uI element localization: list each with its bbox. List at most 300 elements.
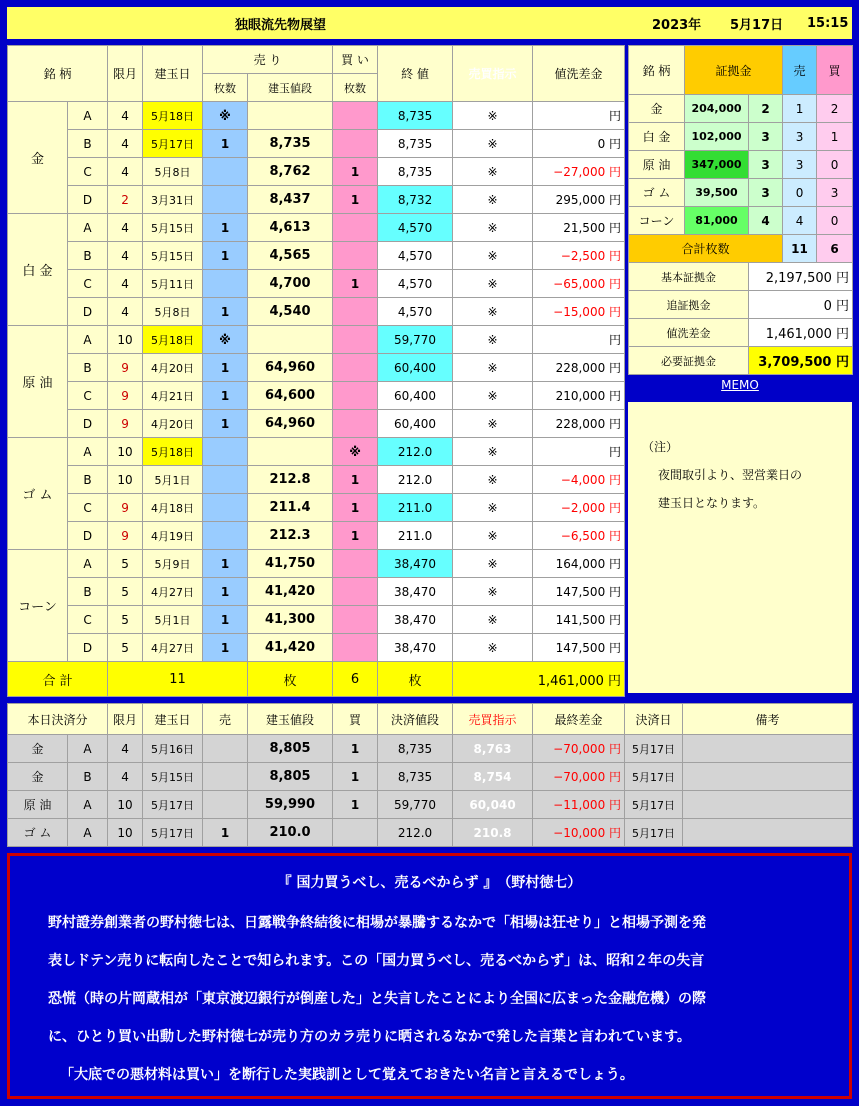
settle-month: 10 <box>108 791 143 819</box>
row-open-price: 64,960 <box>248 410 333 438</box>
side-col-sell: 売 <box>783 46 817 95</box>
row-open-price: 4,613 <box>248 214 333 242</box>
row-order: ※ <box>453 606 533 634</box>
row-close: 211.0 <box>378 522 453 550</box>
row-id: B <box>68 354 108 382</box>
settle-row <box>8 735 853 763</box>
settle-order: 60,040 <box>453 791 533 819</box>
row-close: 38,470 <box>378 550 453 578</box>
margin-row <box>629 95 853 123</box>
row-diff: 228,000 円 <box>533 410 625 438</box>
margin-count: 2 <box>749 95 783 123</box>
settle-price: 59,770 <box>378 791 453 819</box>
margin-value: 102,000 <box>685 123 749 151</box>
row-diff: −2,000 円 <box>533 494 625 522</box>
row-open-price: 4,565 <box>248 242 333 270</box>
row-diff: 141,500 円 <box>533 606 625 634</box>
row-id: C <box>68 270 108 298</box>
count-sell: 11 <box>783 235 817 263</box>
row-id: A <box>68 102 108 130</box>
row-order: ※ <box>453 354 533 382</box>
row-month: 9 <box>108 410 143 438</box>
quote-box <box>7 853 852 1099</box>
settle-open-price: 8,805 <box>248 763 333 791</box>
settle-col-order: 売買指示 <box>453 704 533 735</box>
row-diff: 円 <box>533 438 625 466</box>
settle-note <box>683 763 853 791</box>
row-sell-qty <box>203 466 248 494</box>
row-month: 9 <box>108 522 143 550</box>
margin-value: 347,000 <box>685 151 749 179</box>
settle-open-date: 5月17日 <box>143 791 203 819</box>
row-sell-qty: ※ <box>203 326 248 354</box>
row-buy-qty <box>333 102 378 130</box>
row-buy-qty: 1 <box>333 270 378 298</box>
row-close: 4,570 <box>378 214 453 242</box>
row-open-price: 64,960 <box>248 354 333 382</box>
settle-sell <box>203 735 248 763</box>
row-id: A <box>68 550 108 578</box>
margin-sell: 0 <box>783 179 817 207</box>
quote-line: 恐慌（時の片岡蔵相が「東京渡辺銀行が倒産した」と失言したことにより全国に広まった金融危機）の際 <box>48 991 706 1007</box>
settle-buy <box>333 819 378 847</box>
position-row <box>8 354 625 382</box>
row-month: 4 <box>108 130 143 158</box>
settle-col-today: 本日決済分 <box>8 704 108 735</box>
row-sell-qty <box>203 438 248 466</box>
settle-buy: 1 <box>333 735 378 763</box>
settle-col-open-price: 建玉値段 <box>248 704 333 735</box>
summary-label: 基本証拠金 <box>629 263 749 291</box>
col-buy: 買 い <box>333 46 378 74</box>
row-month: 4 <box>108 102 143 130</box>
margin-table <box>628 45 853 375</box>
row-order: ※ <box>453 410 533 438</box>
row-order: ※ <box>453 522 533 550</box>
row-diff: 円 <box>533 326 625 354</box>
row-open-date: 4月20日 <box>143 354 203 382</box>
row-month: 4 <box>108 270 143 298</box>
row-close: 38,470 <box>378 578 453 606</box>
settle-final: −70,000 円 <box>533 735 625 763</box>
row-order: ※ <box>453 382 533 410</box>
row-id: D <box>68 298 108 326</box>
row-month: 5 <box>108 606 143 634</box>
row-open-price: 4,700 <box>248 270 333 298</box>
row-sell-qty: 1 <box>203 298 248 326</box>
row-order: ※ <box>453 298 533 326</box>
settle-note <box>683 819 853 847</box>
row-id: B <box>68 130 108 158</box>
row-month: 5 <box>108 550 143 578</box>
side-col-margin: 証拠金 <box>685 46 783 95</box>
row-sell-qty <box>203 158 248 186</box>
settle-month: 4 <box>108 735 143 763</box>
row-open-date: 3月31日 <box>143 186 203 214</box>
row-buy-qty: 1 <box>333 186 378 214</box>
settle-price: 8,735 <box>378 735 453 763</box>
row-open-date: 5月18日 <box>143 438 203 466</box>
summary-label: 値洗差金 <box>629 319 749 347</box>
row-sell-qty: 1 <box>203 410 248 438</box>
memo-bar <box>628 378 852 400</box>
row-open-date: 5月1日 <box>143 606 203 634</box>
row-open-price: 41,300 <box>248 606 333 634</box>
settle-order: 8,754 <box>453 763 533 791</box>
memo-note-title: （注） <box>642 440 679 454</box>
margin-value: 204,000 <box>685 95 749 123</box>
row-open-price: 4,540 <box>248 298 333 326</box>
position-row <box>8 158 625 186</box>
position-row <box>8 130 625 158</box>
summary-value: 3,709,500 円 <box>749 347 853 375</box>
memo-link[interactable]: MEMO <box>721 378 759 392</box>
settle-final: −70,000 円 <box>533 763 625 791</box>
row-sell-qty: 1 <box>203 214 248 242</box>
col-sell-qty: 枚数 <box>203 74 248 102</box>
settle-date: 5月17日 <box>625 763 683 791</box>
row-diff: 295,000 円 <box>533 186 625 214</box>
position-row <box>8 102 625 130</box>
margin-value: 81,000 <box>685 207 749 235</box>
row-id: C <box>68 158 108 186</box>
row-sell-qty <box>203 186 248 214</box>
memo-line-2: 建玉日となります。 <box>658 496 766 510</box>
total-sell-unit: 枚 <box>248 662 333 697</box>
brand-name: 原 油 <box>8 326 68 438</box>
margin-sell: 1 <box>783 95 817 123</box>
row-open-price: 41,420 <box>248 634 333 662</box>
row-order: ※ <box>453 186 533 214</box>
row-buy-qty <box>333 578 378 606</box>
settle-final: −11,000 円 <box>533 791 625 819</box>
col-month: 限月 <box>108 46 143 102</box>
margin-brand: 原 油 <box>629 151 685 179</box>
positions-table <box>7 45 625 697</box>
settle-order: 210.8 <box>453 819 533 847</box>
summary-row <box>629 319 853 347</box>
row-sell-qty: 1 <box>203 354 248 382</box>
page-title: 独眼流先物展望 <box>235 17 327 33</box>
row-order: ※ <box>453 494 533 522</box>
row-month: 10 <box>108 438 143 466</box>
margin-buy: 3 <box>817 179 853 207</box>
summary-value: 0 円 <box>749 291 853 319</box>
row-open-price: 212.8 <box>248 466 333 494</box>
row-close: 38,470 <box>378 634 453 662</box>
total-sell: 11 <box>108 662 248 697</box>
row-month: 9 <box>108 382 143 410</box>
row-buy-qty: 1 <box>333 158 378 186</box>
row-open-date: 5月15日 <box>143 242 203 270</box>
row-close: 60,400 <box>378 410 453 438</box>
row-id: D <box>68 186 108 214</box>
row-buy-qty: 1 <box>333 522 378 550</box>
settle-order: 8,763 <box>453 735 533 763</box>
position-row <box>8 466 625 494</box>
row-id: A <box>68 438 108 466</box>
col-open-price: 建玉値段 <box>248 74 333 102</box>
row-diff: 147,500 円 <box>533 634 625 662</box>
settle-sell: 1 <box>203 819 248 847</box>
position-row <box>8 410 625 438</box>
row-order: ※ <box>453 466 533 494</box>
settle-col-note: 備考 <box>683 704 853 735</box>
row-diff: 147,500 円 <box>533 578 625 606</box>
brand-name: 白 金 <box>8 214 68 326</box>
memo-box <box>628 402 852 693</box>
position-row <box>8 634 625 662</box>
row-close: 60,400 <box>378 354 453 382</box>
row-buy-qty <box>333 214 378 242</box>
count-label: 合計枚数 <box>629 235 783 263</box>
row-id: C <box>68 494 108 522</box>
row-close: 59,770 <box>378 326 453 354</box>
col-diff: 値洗差金 <box>533 46 625 102</box>
row-diff: 210,000 円 <box>533 382 625 410</box>
row-month: 9 <box>108 354 143 382</box>
settle-month: 4 <box>108 763 143 791</box>
position-row <box>8 438 625 466</box>
settle-col-final: 最終差金 <box>533 704 625 735</box>
row-sell-qty <box>203 270 248 298</box>
margin-buy: 0 <box>817 207 853 235</box>
position-row <box>8 270 625 298</box>
summary-row <box>629 291 853 319</box>
row-close: 38,470 <box>378 606 453 634</box>
row-sell-qty: ※ <box>203 102 248 130</box>
col-sell: 売 り <box>203 46 333 74</box>
row-open-date: 4月21日 <box>143 382 203 410</box>
row-diff: 円 <box>533 102 625 130</box>
total-label: 合 計 <box>8 662 108 697</box>
total-buy-unit: 枚 <box>378 662 453 697</box>
position-row <box>8 578 625 606</box>
settle-brand: 原 油 <box>8 791 68 819</box>
row-month: 5 <box>108 578 143 606</box>
row-diff: −4,000 円 <box>533 466 625 494</box>
row-id: A <box>68 214 108 242</box>
row-sell-qty: 1 <box>203 130 248 158</box>
margin-row <box>629 123 853 151</box>
row-order: ※ <box>453 158 533 186</box>
margin-buy: 0 <box>817 151 853 179</box>
settle-brand: ゴ ム <box>8 819 68 847</box>
header-time: 15:15 <box>807 15 849 31</box>
row-open-date: 4月19日 <box>143 522 203 550</box>
margin-sell: 4 <box>783 207 817 235</box>
row-open-date: 5月17日 <box>143 130 203 158</box>
margin-buy: 2 <box>817 95 853 123</box>
header-bar <box>7 7 852 39</box>
row-close: 212.0 <box>378 438 453 466</box>
settle-col-price: 決済値段 <box>378 704 453 735</box>
row-open-price: 211.4 <box>248 494 333 522</box>
settle-sell <box>203 791 248 819</box>
side-col-buy: 買 <box>817 46 853 95</box>
position-row <box>8 606 625 634</box>
summary-row <box>629 347 853 375</box>
row-open-date: 5月1日 <box>143 466 203 494</box>
row-open-date: 5月18日 <box>143 102 203 130</box>
settle-open-price: 8,805 <box>248 735 333 763</box>
row-diff: −6,500 円 <box>533 522 625 550</box>
position-row <box>8 242 625 270</box>
settle-col-open-date: 建玉日 <box>143 704 203 735</box>
settle-date: 5月17日 <box>625 735 683 763</box>
margin-sell: 3 <box>783 151 817 179</box>
settle-note <box>683 791 853 819</box>
row-open-price <box>248 438 333 466</box>
row-buy-qty <box>333 382 378 410</box>
row-open-date: 4月27日 <box>143 634 203 662</box>
settle-open-date: 5月16日 <box>143 735 203 763</box>
row-order: ※ <box>453 326 533 354</box>
margin-count: 3 <box>749 151 783 179</box>
brand-name: コーン <box>8 550 68 662</box>
col-close: 終 値 <box>378 46 453 102</box>
row-open-price: 41,420 <box>248 578 333 606</box>
margin-count: 4 <box>749 207 783 235</box>
row-open-price: 8,762 <box>248 158 333 186</box>
settle-brand: 金 <box>8 735 68 763</box>
row-close: 8,735 <box>378 102 453 130</box>
position-row <box>8 214 625 242</box>
row-month: 4 <box>108 214 143 242</box>
row-sell-qty: 1 <box>203 382 248 410</box>
quote-line: に、ひとり買い出動した野村徳七が売り方のカラ売りに晒されるなかで発した言葉と言われています。 <box>48 1029 691 1045</box>
row-close: 8,735 <box>378 158 453 186</box>
row-id: C <box>68 606 108 634</box>
row-month: 10 <box>108 466 143 494</box>
row-buy-qty <box>333 606 378 634</box>
row-sell-qty: 1 <box>203 634 248 662</box>
settle-sell <box>203 763 248 791</box>
settle-col-sell: 売 <box>203 704 248 735</box>
row-month: 9 <box>108 494 143 522</box>
row-diff: −15,000 円 <box>533 298 625 326</box>
margin-row <box>629 151 853 179</box>
row-buy-qty <box>333 242 378 270</box>
settle-col-buy: 買 <box>333 704 378 735</box>
row-sell-qty: 1 <box>203 578 248 606</box>
brand-name: 金 <box>8 102 68 214</box>
brand-name: ゴ ム <box>8 438 68 550</box>
margin-brand: 白 金 <box>629 123 685 151</box>
row-open-price <box>248 326 333 354</box>
position-row <box>8 550 625 578</box>
row-open-date: 5月9日 <box>143 550 203 578</box>
settle-final: −10,000 円 <box>533 819 625 847</box>
row-month: 4 <box>108 158 143 186</box>
row-month: 4 <box>108 242 143 270</box>
row-id: B <box>68 578 108 606</box>
row-id: B <box>68 242 108 270</box>
margin-count: 3 <box>749 123 783 151</box>
settle-brand: 金 <box>8 763 68 791</box>
margin-brand: ゴ ム <box>629 179 685 207</box>
quote-line: 野村證券創業者の野村徳七は、日露戦争終結後に相場が暴騰するなかで「相場は狂せり」と相場予測を発 <box>48 915 706 931</box>
row-order: ※ <box>453 550 533 578</box>
row-close: 8,732 <box>378 186 453 214</box>
row-sell-qty: 1 <box>203 550 248 578</box>
row-diff: 0 円 <box>533 130 625 158</box>
quote-line: 「大底での悪材料は買い」を断行した実践訓として覚えておきたい名言と言えるでしょう。 <box>60 1067 634 1083</box>
margin-brand: 金 <box>629 95 685 123</box>
row-close: 211.0 <box>378 494 453 522</box>
row-close: 4,570 <box>378 298 453 326</box>
row-buy-qty <box>333 410 378 438</box>
total-buy: 6 <box>333 662 378 697</box>
settle-price: 212.0 <box>378 819 453 847</box>
settle-open-date: 5月15日 <box>143 763 203 791</box>
row-close: 4,570 <box>378 270 453 298</box>
settle-id: A <box>68 791 108 819</box>
row-buy-qty <box>333 634 378 662</box>
summary-label: 必要証拠金 <box>629 347 749 375</box>
summary-value: 1,461,000 円 <box>749 319 853 347</box>
settle-date: 5月17日 <box>625 819 683 847</box>
row-buy-qty <box>333 326 378 354</box>
row-open-price: 41,750 <box>248 550 333 578</box>
position-row <box>8 326 625 354</box>
settle-buy: 1 <box>333 791 378 819</box>
row-id: B <box>68 466 108 494</box>
row-diff: −27,000 円 <box>533 158 625 186</box>
row-buy-qty <box>333 550 378 578</box>
row-buy-qty <box>333 130 378 158</box>
settle-row <box>8 819 853 847</box>
row-open-date: 5月15日 <box>143 214 203 242</box>
col-open-date: 建玉日 <box>143 46 203 102</box>
position-row <box>8 494 625 522</box>
row-sell-qty: 1 <box>203 242 248 270</box>
row-diff: 21,500 円 <box>533 214 625 242</box>
row-diff: 164,000 円 <box>533 550 625 578</box>
count-buy: 6 <box>817 235 853 263</box>
header-date: 5月17日 <box>730 17 784 33</box>
position-row <box>8 522 625 550</box>
row-diff: 228,000 円 <box>533 354 625 382</box>
row-open-price: 8,735 <box>248 130 333 158</box>
row-month: 5 <box>108 634 143 662</box>
summary-label: 追証拠金 <box>629 291 749 319</box>
settle-buy: 1 <box>333 763 378 791</box>
col-brand: 銘 柄 <box>8 46 108 102</box>
row-open-date: 5月8日 <box>143 298 203 326</box>
row-diff: −2,500 円 <box>533 242 625 270</box>
row-order: ※ <box>453 102 533 130</box>
col-order: 売買指示 <box>453 46 533 102</box>
row-open-date: 5月18日 <box>143 326 203 354</box>
row-month: 10 <box>108 326 143 354</box>
row-open-price: 64,600 <box>248 382 333 410</box>
summary-value: 2,197,500 円 <box>749 263 853 291</box>
row-order: ※ <box>453 634 533 662</box>
row-open-price <box>248 102 333 130</box>
row-open-date: 5月8日 <box>143 158 203 186</box>
total-diff: 1,461,000 円 <box>453 662 625 697</box>
settlement-table <box>7 703 853 847</box>
row-order: ※ <box>453 270 533 298</box>
row-order: ※ <box>453 242 533 270</box>
quote-title: 『 国力買うべし、売るべからず 』 （野村徳七） <box>277 875 582 891</box>
settle-date: 5月17日 <box>625 791 683 819</box>
row-sell-qty <box>203 522 248 550</box>
settle-row <box>8 763 853 791</box>
row-open-price: 212.3 <box>248 522 333 550</box>
settle-open-price: 210.0 <box>248 819 333 847</box>
